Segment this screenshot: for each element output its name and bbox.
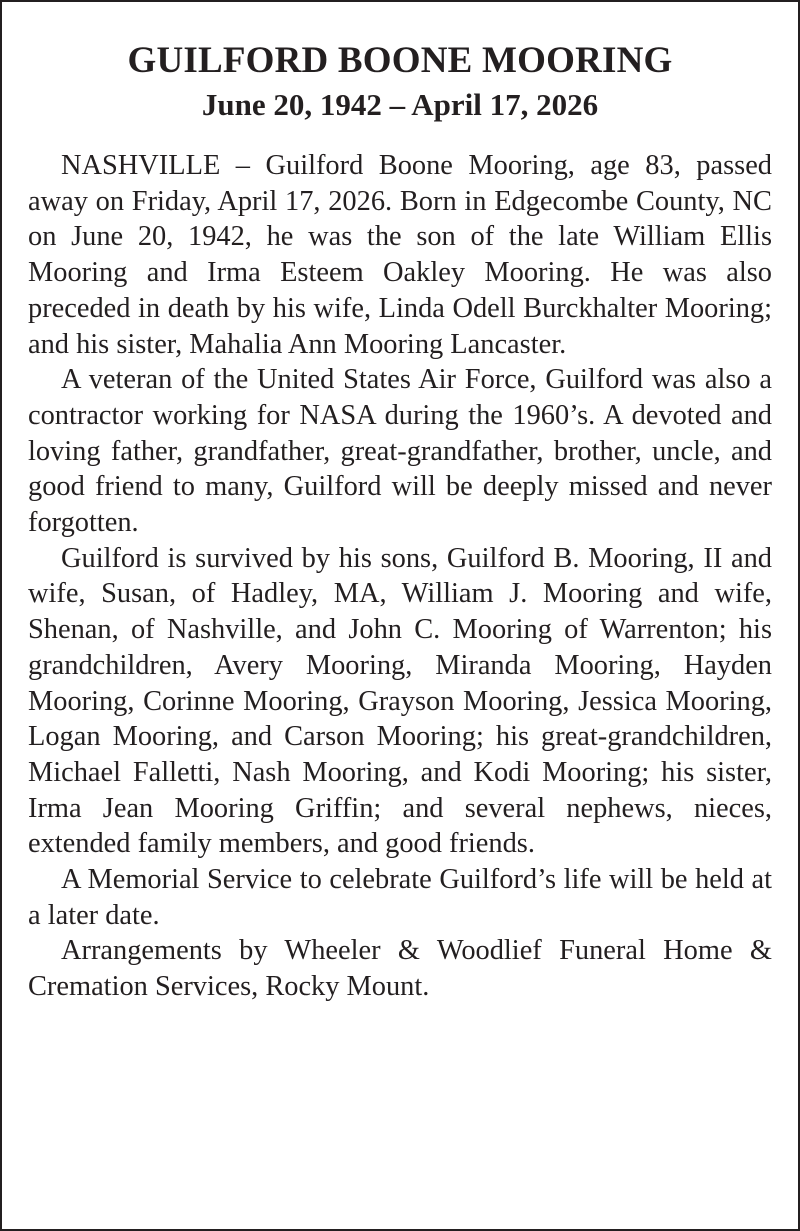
paragraph-biography: NASHVILLE – Guilford Boone Mooring, age 83, passed away on Friday, April 17, 2026. Born in Edgecombe County, NC on June 20, 1942, he was the son of the late William Ellis Mooring and Irma Esteem Oakley Mooring. He was also preceded in death by his wife, Linda Odell Burckhalter Mooring; and his sister, Mahalia Ann Mooring Lancaster.	[28, 150, 772, 360]
paragraph-service-career: A veteran of the United States Air Force, Guilford was also a contractor working for NASA during the 1960’s. A devoted and loving father, grandfather, great-grandfather, brother, uncle, and good friend to many, Guilford will be deeply missed and never forgotten.	[28, 364, 772, 539]
paragraph-survivors: Guilford is survived by his sons, Guilford B. Mooring, II and wife, Susan, of Hadley, MA, William J. Mooring and wife, Shenan, of Nashville, and John C. Mooring of Warrenton; his grandchildren, Avery Mooring, Miranda Mooring, Hayden Mooring, Corinne Mooring, Grayson Mooring, Jessica Mooring, Logan Mooring, and Carson Mooring; his great-grandchildren, Michael Falletti, Nash Mooring, and Kodi Mooring; his sister, Irma Jean Mooring Griffin; and several nephews, nieces, extended family members, and good friends.	[28, 542, 772, 860]
obituary-body	[28, 148, 772, 1005]
life-dates: June 20, 1942 – April 17, 2026	[201, 87, 599, 122]
paragraph-arrangements: Arrangements by Wheeler & Woodlief Funeral Home & Cremation Services, Rocky Mount.	[28, 935, 772, 1003]
paragraph-memorial-service: A Memorial Service to celebrate Guilford’s life will be held at a later date.	[28, 864, 772, 931]
decedent-name: GUILFORD BOONE MOORING	[127, 40, 673, 81]
